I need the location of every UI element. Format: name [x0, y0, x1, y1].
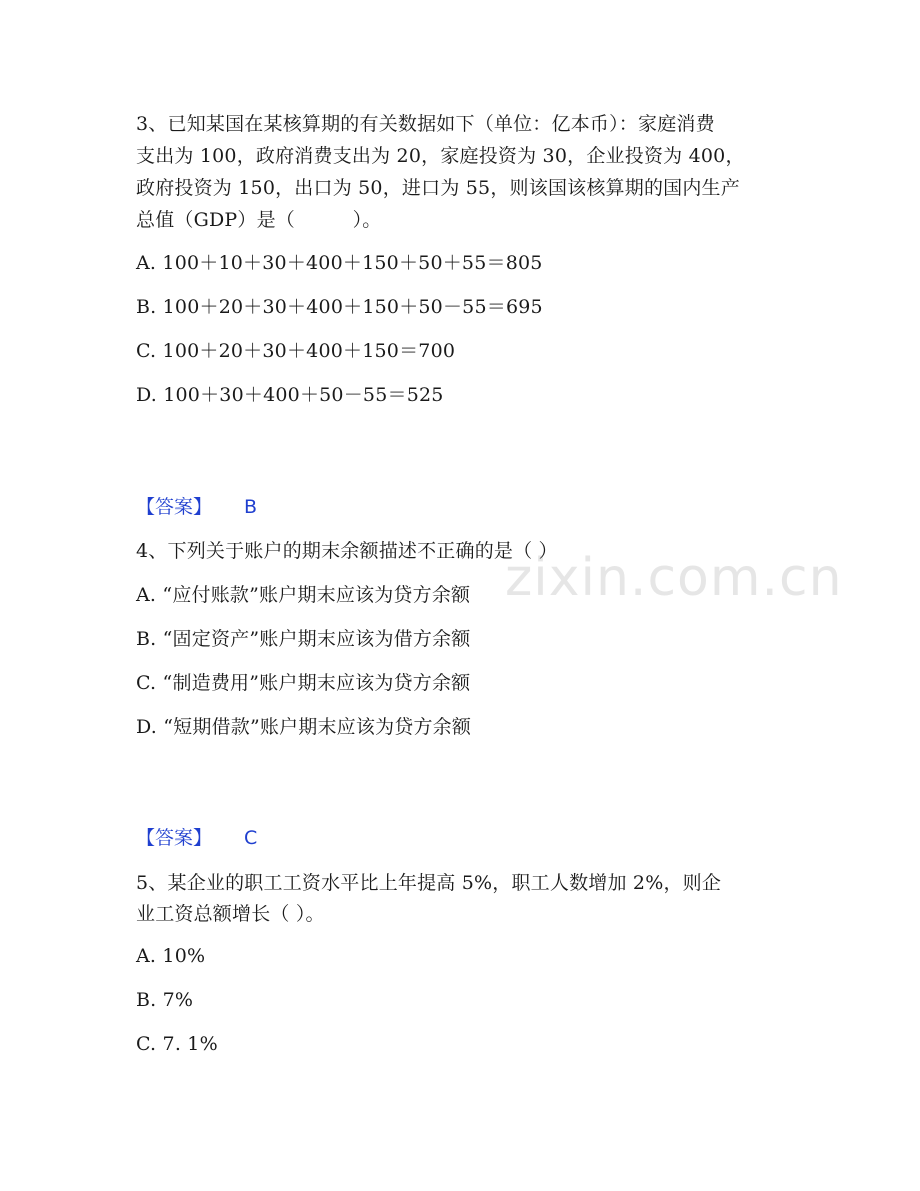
q3-answer-label: 【答案】: [136, 496, 213, 518]
q3-stem-line-4: 总值（GDP）是（ ）。: [136, 209, 382, 231]
q4-option-a: A. “应付账款”账户期末应该为贷方余额: [136, 584, 471, 606]
q3-option-a: A. 100＋10＋30＋400＋150＋50＋55＝805: [136, 252, 543, 274]
q3-option-b: B. 100＋20＋30＋400＋150＋50－55＝695: [136, 296, 543, 318]
q4-answer-label: 【答案】: [136, 827, 213, 849]
q5-option-c: C. 7. 1%: [136, 1033, 218, 1055]
q3-answer-value: B: [244, 496, 258, 518]
q4-answer: [136, 822, 257, 854]
q3-stem-line-1: 3、已知某国在某核算期的有关数据如下（单位：亿本币）：家庭消费: [136, 113, 715, 135]
q3-option-c: C. 100＋20＋30＋400＋150＝700: [136, 340, 456, 362]
q4-answer-value: C: [244, 827, 258, 849]
q3-answer: [136, 491, 257, 523]
q3-option-d: D. 100＋30＋400＋50－55＝525: [136, 384, 444, 406]
q4-stem-line-1: 4、下列关于账户的期末余额描述不正确的是（ ）: [136, 540, 558, 562]
q4-option-c: C. “制造费用”账户期末应该为贷方余额: [136, 672, 471, 694]
q5-option-b: B. 7%: [136, 989, 194, 1011]
q3-stem-line-2: 支出为 100，政府消费支出为 20，家庭投资为 30，企业投资为 400，: [136, 145, 745, 167]
q5-option-a: A. 10%: [136, 945, 206, 967]
q3-stem-line-3: 政府投资为 150，出口为 50，进口为 55，则该国该核算期的国内生产: [136, 177, 740, 199]
q4-option-b: B. “固定资产”账户期末应该为借方余额: [136, 628, 471, 650]
q5-stem-line-2: 业工资总额增长（ ）。: [136, 903, 325, 925]
q5-stem-line-1: 5、某企业的职工工资水平比上年提高 5%，职工人数增加 2%，则企: [136, 872, 722, 894]
q4-option-d: D. “短期借款”账户期末应该为贷方余额: [136, 716, 472, 738]
watermark-text: zixin.com.cn: [505, 548, 843, 608]
